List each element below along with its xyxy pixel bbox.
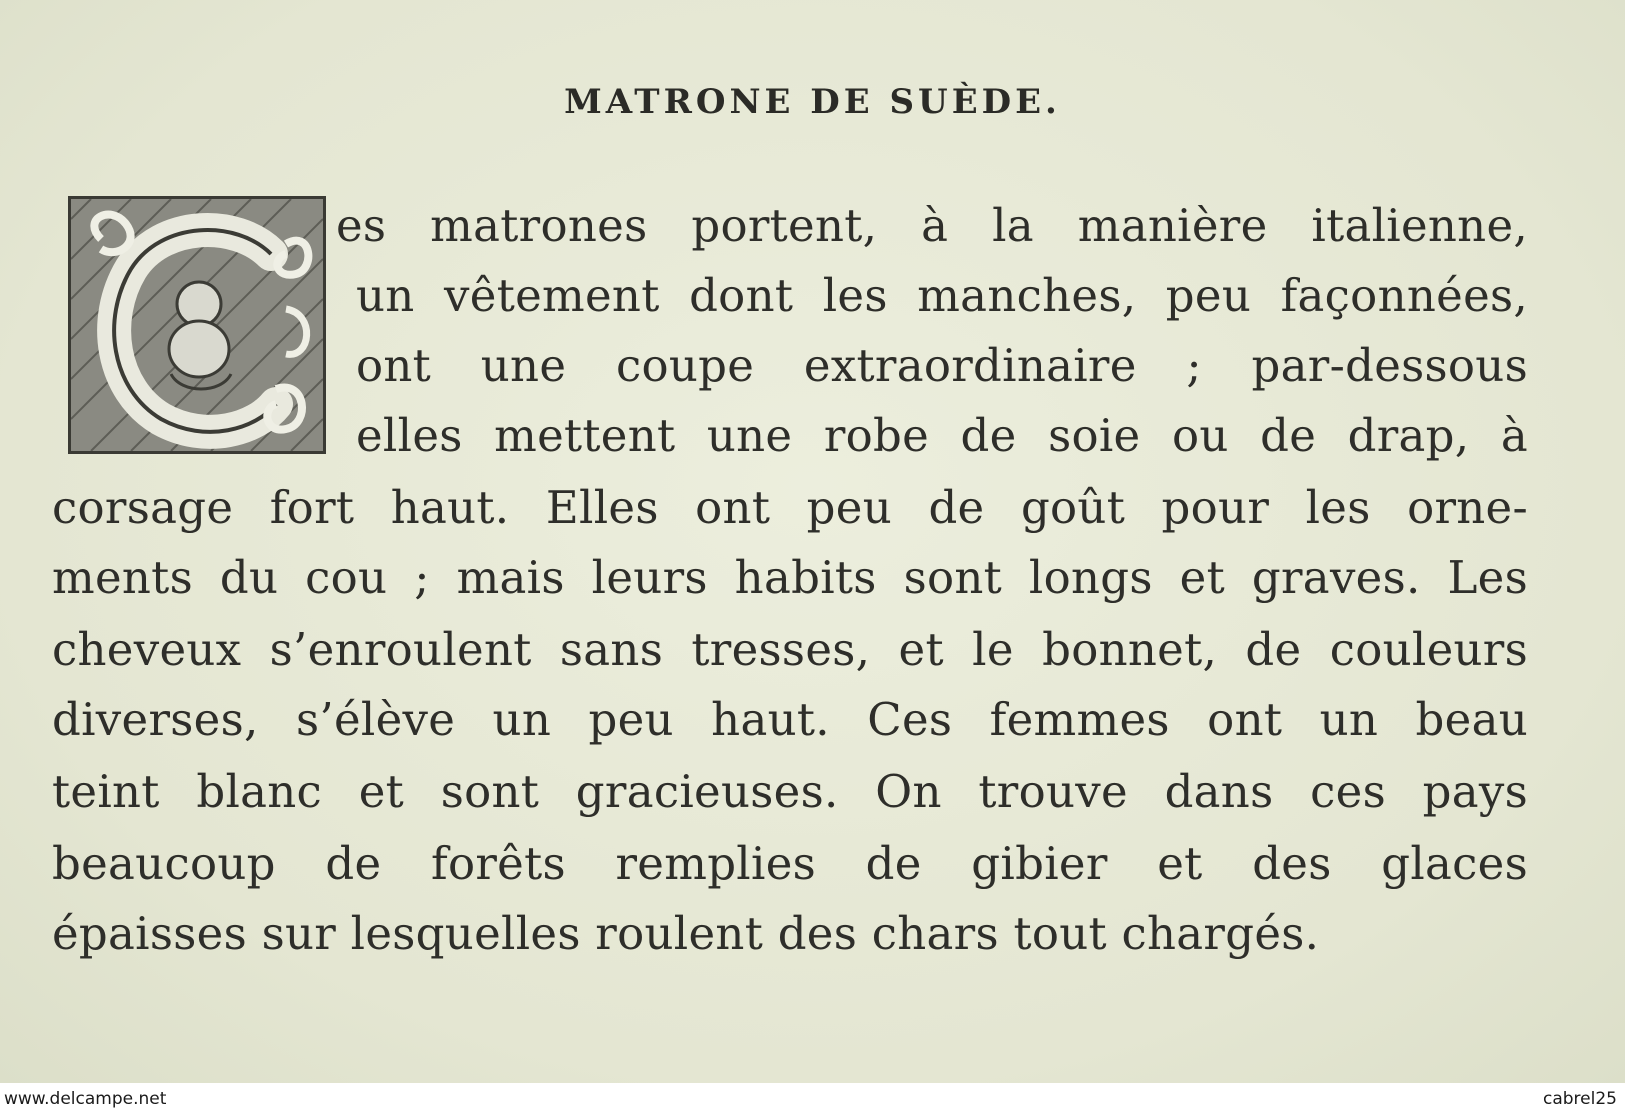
text-line-9: teint blanc et sont gracieuses. On trouve dans ces pays [52,765,1528,818]
text-line-2: un vêtement dont les manches, peu façonnées, [356,269,1528,322]
seller-watermark: cabrel25 [1543,1089,1617,1109]
watermark-footer [0,1083,1625,1113]
text-line-1: es matrones portent, à la manière italienne, [336,199,1528,252]
text-line-5: corsage fort haut. Elles ont peu de goût pour les orne- [52,481,1528,534]
text-line-11: épaisses sur lesquelles roulent des chars tout chargés. [52,907,1320,960]
site-watermark: www.delcampe.net [4,1089,167,1109]
dropcap-ornament-image [71,199,323,451]
text-line-3: ont une coupe extraordinaire ; par-dessous [356,339,1528,392]
page-title: MATRONE DE SUÈDE. [564,82,1061,122]
text-line-10: beaucoup de forêts remplies de gibier et des glaces [52,837,1528,890]
text-line-4: elles mettent une robe de soie ou de drap, à [356,409,1528,462]
text-line-8: diverses, s’élève un peu haut. Ces femmes ont un beau [52,693,1528,746]
text-line-6: ments du cou ; mais leurs habits sont longs et graves. Les [52,551,1528,604]
ornamental-dropcap [68,196,326,454]
text-line-7: cheveux s’enroulent sans tresses, et le bonnet, de couleurs [52,623,1528,676]
